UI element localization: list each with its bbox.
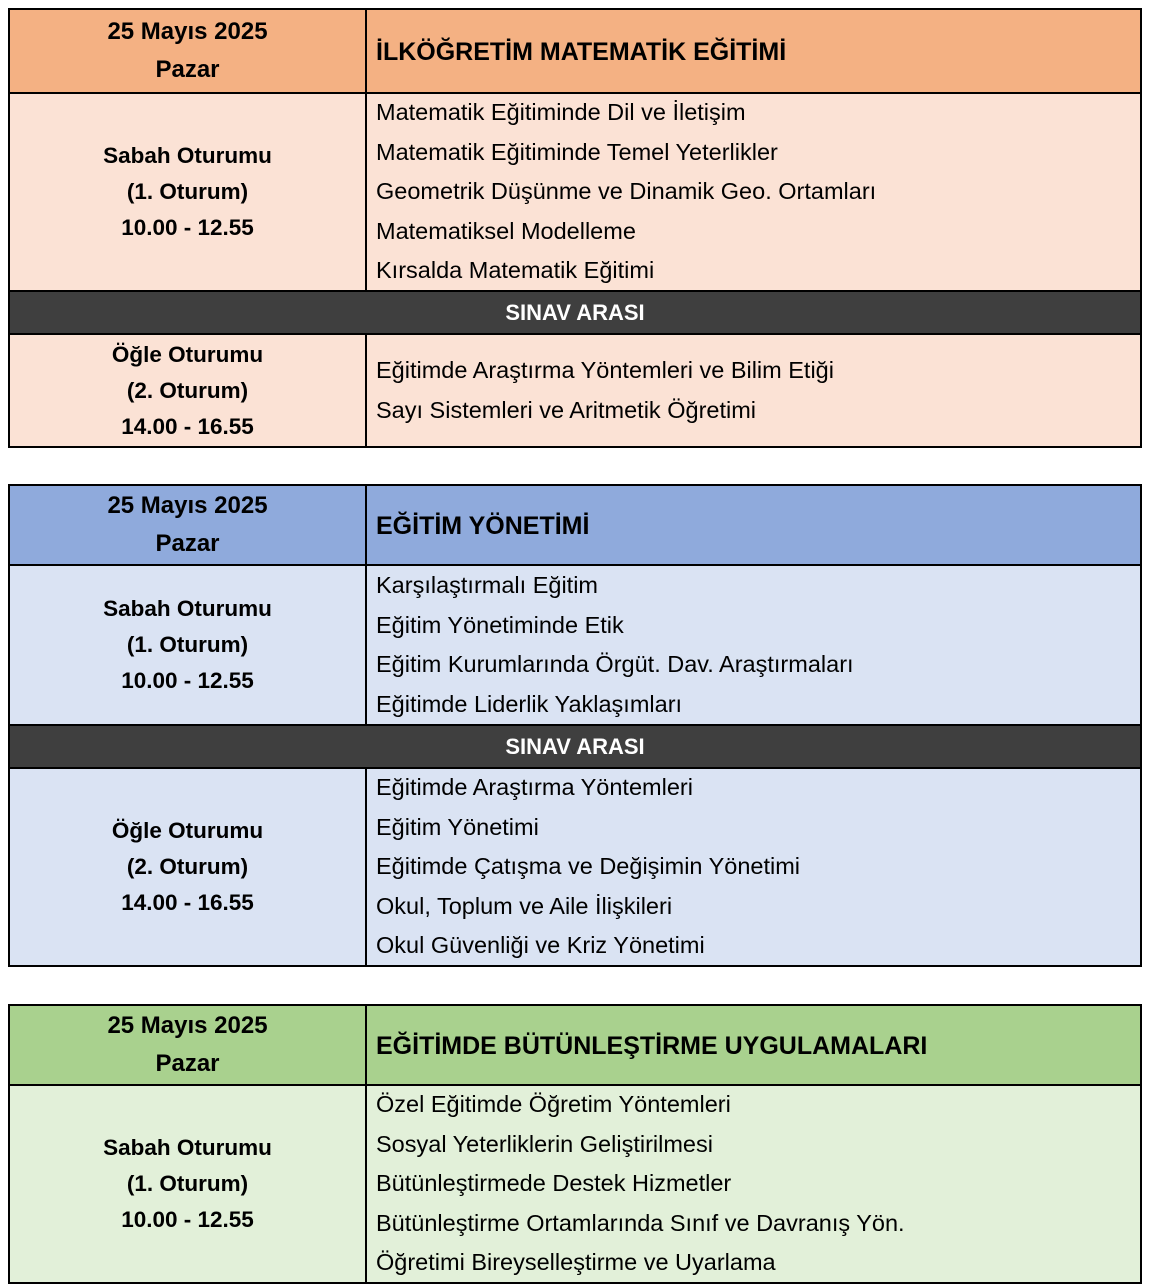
session-number: (1. Oturum) (126, 1171, 249, 1196)
program-title: İLKÖĞRETİM MATEMATİK EĞİTİMİ (376, 37, 787, 66)
morning-session-row (10, 1084, 1140, 1282)
session-number: (2. Oturum) (126, 854, 249, 879)
session-name: Sabah Oturumu (103, 143, 272, 168)
session-info (10, 1086, 367, 1282)
afternoon-session-row (10, 767, 1140, 965)
subject-item: Özel Eğitimde Öğretim Yöntemleri (376, 1091, 731, 1118)
subject-item: Matematik Eğitiminde Dil ve İletişim (376, 99, 746, 126)
exam-date: 25 Mayıs 2025 (107, 1012, 268, 1039)
table-header (10, 10, 1140, 92)
date-cell (10, 486, 367, 564)
exam-day: Pazar (155, 1050, 220, 1077)
exam-day: Pazar (155, 530, 220, 557)
subject-item: Öğretimi Bireyselleştirme ve Uyarlama (376, 1249, 776, 1276)
subject-item: Bütünleştirmede Destek Hizmetler (376, 1170, 732, 1197)
subject-item: Eğitimde Araştırma Yöntemleri ve Bilim Etiği (376, 357, 834, 383)
program-title-cell (367, 486, 1140, 564)
subject-item: Bütünleştirme Ortamlarında Sınıf ve Davranış Yön. (376, 1209, 905, 1236)
exam-break-bar: SINAV ARASI (10, 724, 1140, 767)
exam-date: 25 Mayıs 2025 (107, 492, 268, 519)
session-time: 10.00 - 12.55 (121, 215, 254, 240)
subject-item: Eğitimde Çatışma ve Değişimin Yönetimi (376, 853, 801, 880)
session-name: Öğle Oturumu (111, 818, 264, 843)
subject-list (367, 769, 1140, 965)
subject-item: Eğitimde Liderlik Yaklaşımları (376, 690, 683, 717)
afternoon-session-row (10, 333, 1140, 446)
subject-item: Okul, Toplum ve Aile İlişkileri (376, 892, 673, 919)
program-title: EĞİTİMDE BÜTÜNLEŞTİRME UYGULAMALARI (376, 1031, 928, 1060)
session-info (10, 94, 367, 290)
exam-table-inclusion (8, 1004, 1142, 1284)
table-header (10, 486, 1140, 564)
subject-list (367, 94, 1140, 290)
session-name: Sabah Oturumu (103, 1135, 272, 1160)
date-cell (10, 10, 367, 92)
exam-table-math (8, 8, 1142, 448)
subject-item: Geometrik Düşünme ve Dinamik Geo. Ortamları (376, 178, 877, 205)
subject-list (367, 1086, 1140, 1282)
program-title-cell (367, 1006, 1140, 1084)
session-time: 10.00 - 12.55 (121, 668, 254, 693)
subject-item: Kırsalda Matematik Eğitimi (376, 257, 655, 284)
session-name: Sabah Oturumu (103, 596, 272, 621)
program-title-cell (367, 10, 1140, 92)
subject-item: Sosyal Yeterliklerin Geliştirilmesi (376, 1130, 713, 1157)
session-number: (2. Oturum) (126, 377, 249, 403)
morning-session-row (10, 564, 1140, 724)
session-info (10, 769, 367, 965)
session-number: (1. Oturum) (126, 632, 249, 657)
subject-item: Eğitim Kurumlarında Örgüt. Dav. Araştırmaları (376, 651, 854, 677)
subject-item: Eğitimde Araştırma Yöntemleri (376, 774, 693, 801)
exam-table-administration (8, 484, 1142, 967)
morning-session-row (10, 92, 1140, 290)
session-time: 14.00 - 16.55 (121, 413, 254, 439)
date-cell (10, 1006, 367, 1084)
session-time: 14.00 - 16.55 (121, 890, 254, 915)
subject-item: Matematik Eğitiminde Temel Yeterlikler (376, 138, 778, 165)
subject-item: Sayı Sistemleri ve Aritmetik Öğretimi (376, 396, 757, 423)
subject-item: Eğitim Yönetiminde Etik (376, 611, 624, 638)
subject-item: Matematiksel Modelleme (376, 217, 636, 244)
exam-date: 25 Mayıs 2025 (107, 18, 268, 45)
session-name: Öğle Oturumu (111, 341, 264, 367)
table-header (10, 1006, 1140, 1084)
subject-list (367, 566, 1140, 724)
exam-break-bar: SINAV ARASI (10, 290, 1140, 333)
program-title: EĞİTİM YÖNETİMİ (376, 511, 590, 540)
subject-item: Eğitim Yönetimi (376, 813, 539, 840)
subject-list (367, 335, 1140, 446)
session-info (10, 566, 367, 724)
session-number: (1. Oturum) (126, 179, 249, 204)
exam-day: Pazar (155, 56, 220, 83)
session-time: 10.00 - 12.55 (121, 1207, 254, 1232)
subject-item: Okul Güvenliği ve Kriz Yönetimi (376, 932, 705, 959)
session-info (10, 335, 367, 446)
subject-item: Karşılaştırmalı Eğitim (376, 572, 598, 598)
